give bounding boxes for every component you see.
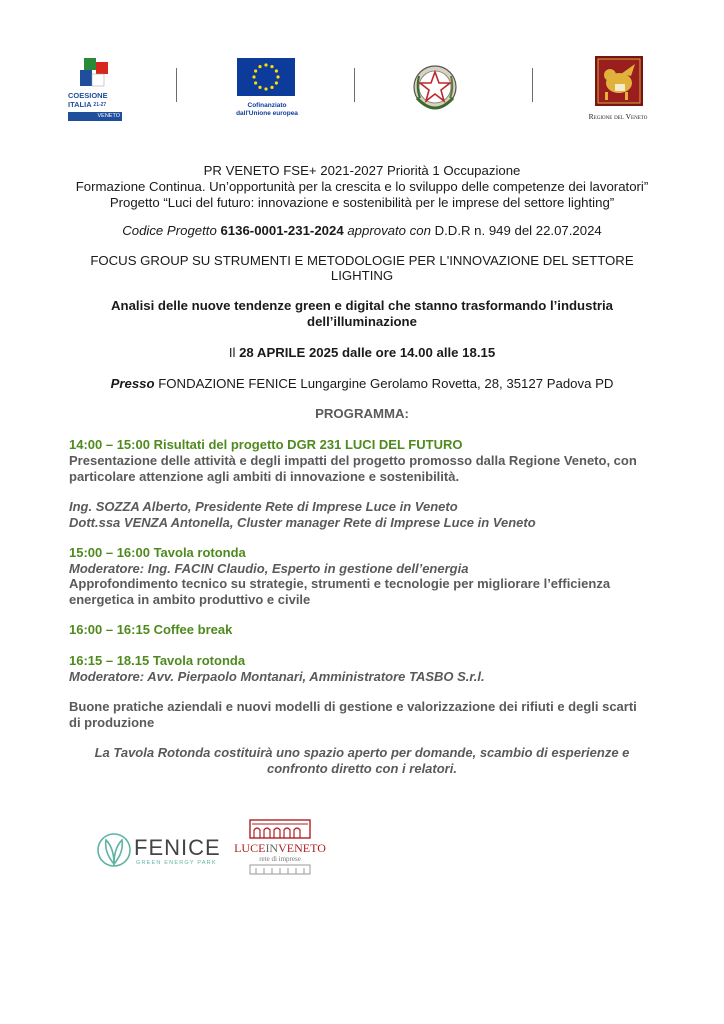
session-4-desc-2: di produzione <box>69 715 155 730</box>
programma-heading: PROGRAMMA: <box>315 406 409 421</box>
project-code-line <box>0 223 724 239</box>
closing-line-2: confronto diretto con i relatori. <box>267 761 457 776</box>
luce-name <box>230 842 330 855</box>
regione-veneto-logo <box>578 56 658 122</box>
codice-approved: approvato con <box>347 223 431 238</box>
logo-divider <box>532 68 533 102</box>
session-3-title: 16:00 – 16:15 Coffee break <box>69 622 233 637</box>
venue-text: FONDAZIONE FENICE Lungargine Gerolamo Rovetta, 28, 35127 Padova PD <box>158 376 614 391</box>
closing-line-1: La Tavola Rotonda costituirà uno spazio aperto per domande, scambio di esperienze e <box>94 745 630 760</box>
fenice-logo <box>96 830 226 874</box>
logo-divider <box>176 68 177 102</box>
fenice-name: FENICE <box>134 835 221 860</box>
session-2-desc-1: Approfondimento tecnico su strategie, strumenti e tecnologie per migliorare l’efficienza <box>69 576 611 591</box>
venue-line <box>0 376 724 392</box>
luce-name-3: VENETO <box>278 841 326 855</box>
session-1-desc-1: Presentazione delle attività e degli impatti del progetto promosso dalla Regione Veneto, con <box>69 453 637 468</box>
session-1-title: 14:00 – 15:00 Risultati del progetto DGR 231 LUCI DEL FUTURO <box>69 437 463 452</box>
lion-of-saint-mark-icon <box>595 56 643 106</box>
date-text: 28 APRILE 2025 dalle ore 14.00 alle 18.15 <box>239 345 496 360</box>
session-4-moderator: Moderatore: Avv. Pierpaolo Montanari, Amministratore TASBO S.r.l. <box>69 669 485 684</box>
logo-divider <box>354 68 355 102</box>
focus-group-line-2: LIGHTING <box>330 268 394 283</box>
logo-bar <box>0 52 724 124</box>
coesione-region: VENETO <box>68 112 122 121</box>
codice-prefix: Codice Progetto <box>122 223 217 238</box>
session-1-speaker-1: Ing. SOZZA Alberto, Presidente Rete di Imprese Luce in Veneto <box>69 499 458 514</box>
codice-code: 6136-0001-231-2024 <box>220 223 344 238</box>
luce-tagline: rete di imprese <box>259 855 301 863</box>
session-2-desc-2: energetica in ambito produttivo e civile <box>69 592 311 607</box>
subtitle-line-1: Analisi delle nuove tendenze green e digital che stanno trasformando l’industria <box>111 298 613 313</box>
session-2-moderator: Moderatore: Ing. FACIN Claudio, Esperto in gestione dell’energia <box>69 561 469 576</box>
codice-suffix: D.D.R n. 949 del 22.07.2024 <box>434 223 602 238</box>
subtitle-line-2: dell’illuminazione <box>307 314 417 329</box>
palace-facade-icon <box>248 818 312 840</box>
session-1-speaker-2: Dott.ssa VENZA Antonella, Cluster manager Rete di Imprese Luce in Veneto <box>69 515 536 530</box>
regione-veneto-caption: Regione del Veneto <box>588 112 648 121</box>
luce-name-2: IN <box>265 841 279 855</box>
coesione-text-1: COESIONE <box>68 91 108 100</box>
session-4-desc-1: Buone pratiche aziendali e nuovi modelli di gestione e valorizzazione dei rifiuti e degli scarti <box>69 699 637 714</box>
fenice-tagline: GREEN ENERGY PARK <box>136 860 217 866</box>
coesione-text-2 <box>68 101 106 109</box>
eu-flag-icon <box>237 58 295 96</box>
eu-logo <box>232 58 302 122</box>
coesione-mark-icon <box>76 58 116 90</box>
session-4-title: 16:15 – 18.15 Tavola rotonda <box>69 653 246 668</box>
luce-base-icon <box>248 864 312 876</box>
session-1-desc-2: particolare attenzione agli ambiti di innovazione e sostenibilità. <box>69 469 460 484</box>
focus-group-line-1: FOCUS GROUP SU STRUMENTI E METODOLOGIE PER L'INNOVAZIONE DEL SETTORE <box>90 253 634 268</box>
luce-name-1: LUCE <box>234 841 266 855</box>
header-line-2: Formazione Continua. Un’opportunità per la crescita e lo sviluppo delle competenze dei lavoratori” <box>75 179 649 194</box>
coesione-italia-logo <box>68 58 122 122</box>
header-line-1: PR VENETO FSE+ 2021-2027 Priorità 1 Occupazione <box>203 163 521 178</box>
date-prefix: Il <box>228 345 236 360</box>
luce-in-veneto-logo <box>230 818 330 878</box>
venue-prefix: Presso <box>110 376 155 391</box>
fenice-leaf-icon <box>96 832 132 868</box>
session-2-title: 15:00 – 16:00 Tavola rotonda <box>69 545 246 560</box>
eu-text-1: Cofinanziato <box>247 102 287 109</box>
coesione-italia-word: ITALIA <box>68 100 92 109</box>
event-date <box>0 345 724 361</box>
emblem-icon <box>412 58 458 116</box>
coesione-years: 21-27 <box>93 102 107 108</box>
italian-republic-emblem <box>412 58 458 118</box>
header-line-3: Progetto “Luci del futuro: innovazione e sostenibilità per le imprese del settore lighting” <box>109 195 615 210</box>
eu-text-2: dall'Unione europea <box>236 110 298 117</box>
